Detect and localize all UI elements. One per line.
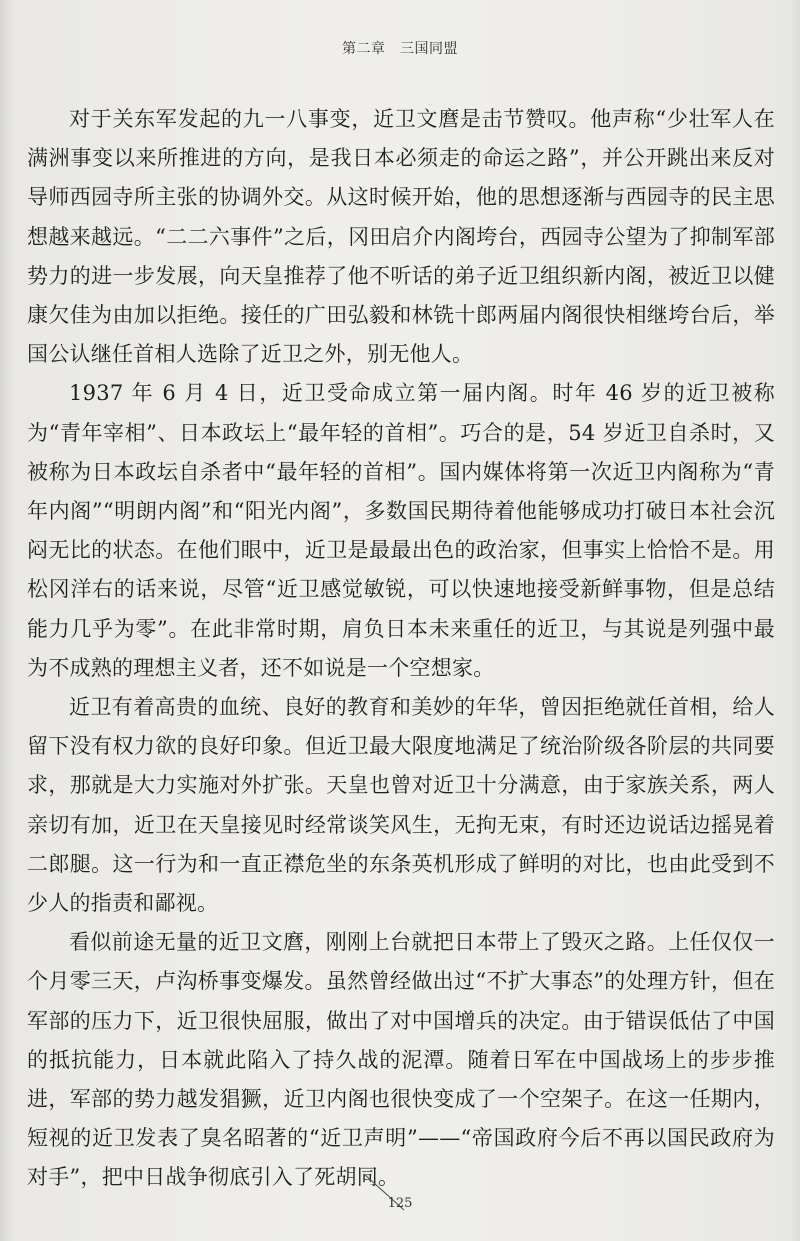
paragraph-1: 对于关东军发起的九一八事变，近卫文麿是击节赞叹。他声称“少壮军人在满洲事变以来所推进的方向，是我日本必须走的命运之路”，并公开跳出来反对导师西园寺所主张的协调外交。从这时候开始，他的思想逐渐与西园寺的民主思想越来越远。“二二六事件”之后，冈田启介内阁垮台，西园寺公望为了抑制军部势力的进一步发展，向天皇推荐了他不听话的弟子近卫组织新内阁，被近卫以健康欠佳为由加以拒绝。接任的广田弘毅和林铣十郎两届内阁很快相继垮台后，举国公认继任首相人选除了近卫之外，别无他人。 — [27, 107, 775, 367]
running-header: 第二章 三国同盟 — [342, 41, 458, 57]
paragraph-4: 看似前途无量的近卫文麿，刚刚上台就把日本带上了毁灭之路。上任仅仅一个月零三天，卢沟桥事变爆发。虽然曾经做出过“不扩大事态”的处理方针，但在军部的压力下，近卫很快屈服，做出了对中国增兵的决定。由于错误低估了中国的抵抗能力，日本就此陷入了持久战的泥潭。随着日军在中国战场上的步步推进，军部的势力越发猖獗，近卫内阁也很快变成了一个空架子。在这一任期内，短视的近卫发表了臭名昭著的“近卫声明”——“帝国政府今后不再以国民政府为对手”，把中日战争彻底引入了死胡同。 — [27, 930, 775, 1190]
paragraph-3: 近卫有着高贵的血统、良好的教育和美妙的年华，曾因拒绝就任首相，给人留下没有权力欲的良好印象。但近卫最大限度地满足了统治阶级各阶层的共同要求，那就是大力实施对外扩张。天皇也曾对近卫十分满意，由于家族关系，两人亲切有加，近卫在天皇接见时经常谈笑风生，无拘无束，有时还边说话边摇晃着二郎腿。这一行为和一直正襟危坐的东条英机形成了鲜明的对比，也由此受到不少人的指责和鄙视。 — [27, 695, 775, 916]
body-text — [27, 100, 775, 1198]
page-gutter-shadow — [0, 0, 14, 1241]
page-number: 125 — [387, 1196, 413, 1211]
page-edge-shadow — [790, 0, 800, 1241]
paragraph-2: 1937 年 6 月 4 日，近卫受命成立第一届内阁。时年 46 岁的近卫被称为“青年宰相”、日本政坛上“最年轻的首相”。巧合的是，54 岁近卫自杀时，又被称为日本政坛自杀者中“最年轻的首相”。国内媒体将第一次近卫内阁称为“青年内阁”“明朗内阁”和“阳光内阁”，多数国民期待着他能够成功打破日本社会沉闷无比的状态。在他们眼中，近卫是最最出色的政治家，但事实上恰恰不是。用松冈洋右的话来说，尽管“近卫感觉敏锐，可以快速地接受新鲜事物，但是总结能力几乎为零”。在此非常时期，肩负日本未来重任的近卫，与其说是列强中最为不成熟的理想主义者，还不如说是一个空想家。 — [27, 381, 775, 680]
